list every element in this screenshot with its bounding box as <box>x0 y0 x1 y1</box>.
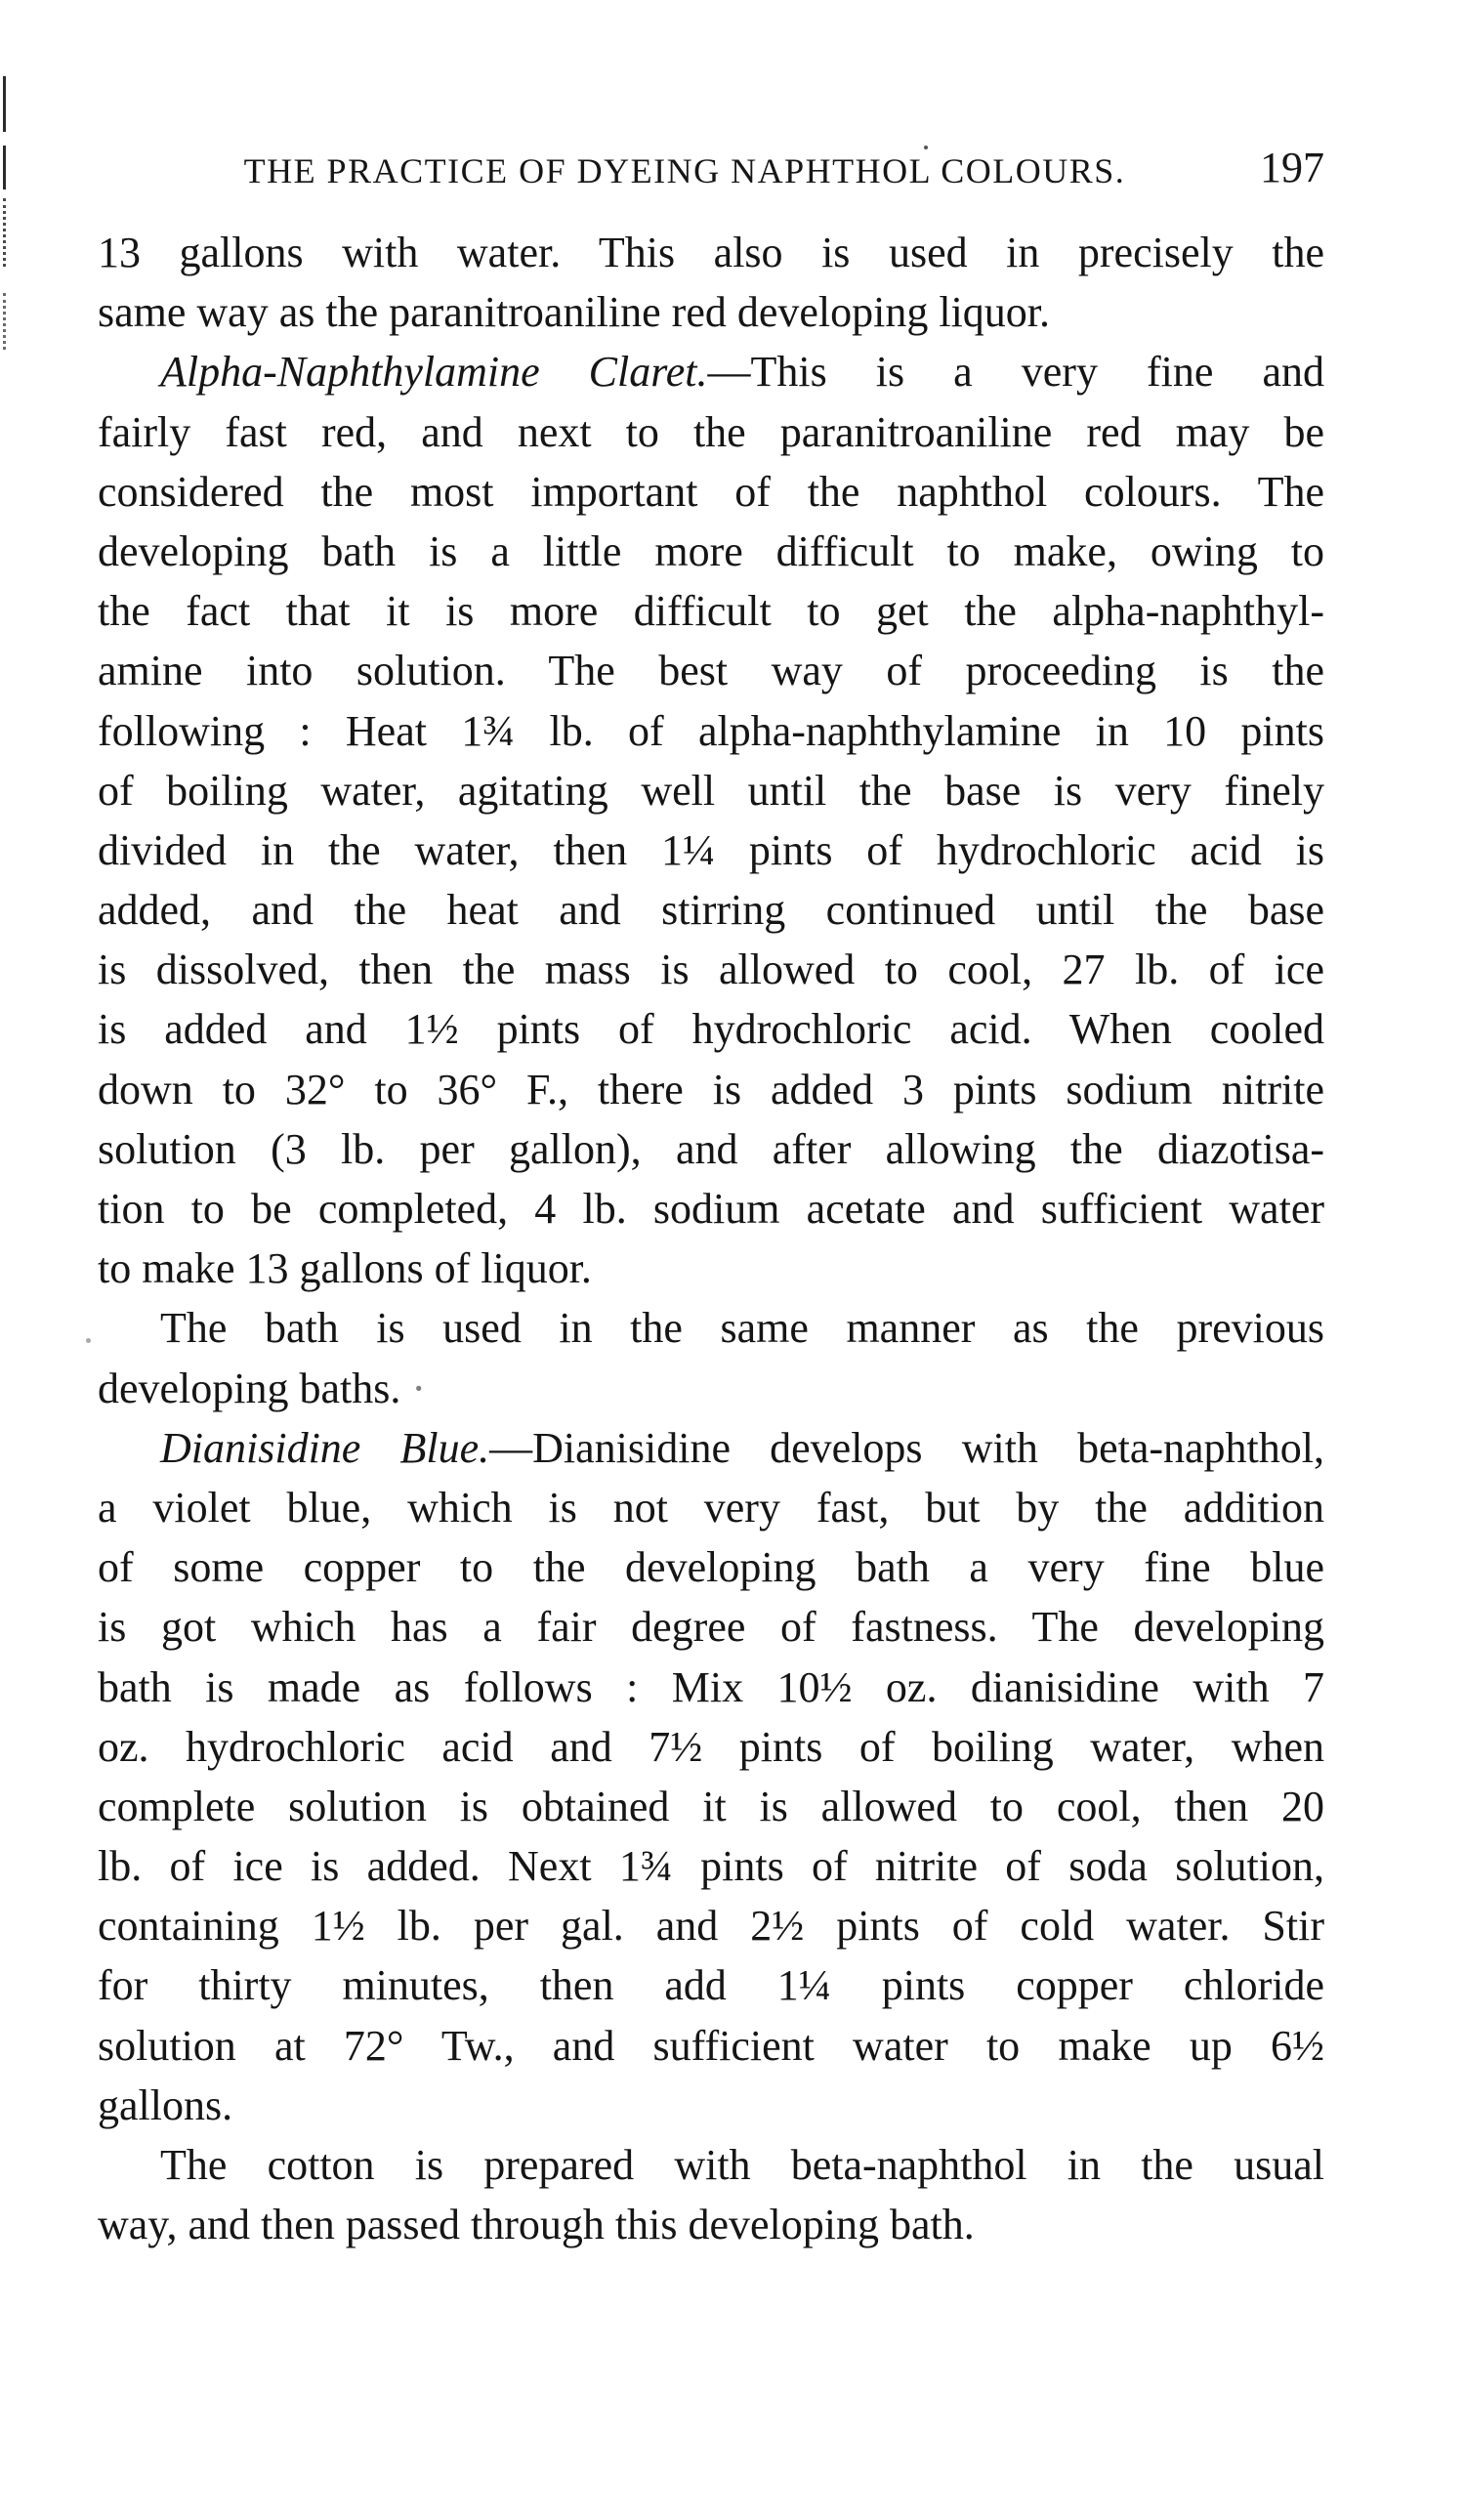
line-text: lb. of ice is added. Next 1¾ pints of nitrite of soda solution, <box>98 1842 1324 1891</box>
line-text: —Dianisidine develops with beta-naphthol, <box>489 1423 1324 1472</box>
italic-heading: Alpha-Naphthylamine Claret. <box>160 348 708 397</box>
text-line <box>98 1597 1324 1657</box>
margin-scan-mark <box>3 293 6 350</box>
line-text: gallons. <box>98 2080 233 2129</box>
line-text: The bath is used in the same manner as the previous <box>160 1304 1324 1353</box>
line-text: is added and 1½ pints of hydrochloric acid. When cooled <box>98 1005 1324 1054</box>
line-text: The cotton is prepared with beta-naphthol in the usual <box>160 2141 1324 2189</box>
line-text: complete solution is obtained it is allowed to cool, then 20 <box>98 1782 1324 1830</box>
text-line <box>98 701 1324 761</box>
margin-scan-mark <box>3 76 6 132</box>
line-text: a violet blue, which is not very fast, but by the addition <box>98 1483 1324 1532</box>
text-line <box>98 1836 1324 1896</box>
line-text: considered the most important of the naphthol colours. The <box>98 467 1324 516</box>
text-line <box>98 1717 1324 1777</box>
line-text: · <box>400 1364 427 1412</box>
text-line <box>98 342 1324 401</box>
page-title: THE PRACTICE OF DYEING NAPHTHOL COLOURS. <box>243 151 1126 190</box>
line-text: the fact that it is more difficult to get the alpha-naphthyl- <box>98 587 1324 636</box>
text-line <box>98 1537 1324 1597</box>
line-text: oz. hydrochloric acid and 7½ pints of boiling water, when <box>98 1722 1324 1771</box>
line-text: —This is a very fine and <box>707 348 1324 397</box>
text-line <box>98 761 1324 820</box>
line-text: is dissolved, then the mass is allowed to cool, 27 lb. of ice <box>98 945 1324 994</box>
text-line <box>98 2076 1324 2135</box>
text-line <box>98 1658 1324 1717</box>
text-line <box>98 2195 1324 2254</box>
line-text: developing bath is a little more difficult to make, owing to <box>98 526 1324 575</box>
text-line <box>98 1777 1324 1836</box>
line-text: fairly fast red, and next to the paranitroaniline red may be <box>98 407 1324 456</box>
line-text: developing baths. <box>98 1364 401 1412</box>
line-text: amine into solution. The best way of proceeding is the <box>98 647 1324 695</box>
text-line <box>98 999 1324 1059</box>
line-text: bath is made as follows : Mix 10½ oz. dianisidine with 7 <box>98 1662 1324 1711</box>
text-line <box>98 1179 1324 1239</box>
text-line <box>98 1239 1324 1298</box>
line-text: solution at 72° Tw., and sufficient water to make up 6½ <box>98 2021 1324 2070</box>
text-line <box>98 581 1324 641</box>
line-text: way, and then passed through this developing bath. <box>98 2201 975 2249</box>
line-text: same way as the paranitroaniline red developing liquor. <box>98 288 1051 337</box>
text-line <box>98 2135 1324 2195</box>
text-line <box>98 2016 1324 2076</box>
text-line <box>98 1418 1324 1478</box>
line-text: down to 32° to 36° F., there is added 3 pints sodium nitrite <box>98 1065 1324 1113</box>
running-head <box>98 145 1324 189</box>
italic-heading: Dianisidine Blue. <box>160 1423 490 1472</box>
text-line <box>98 522 1324 581</box>
line-text: added, and the heat and stirring continued until the base <box>98 886 1324 935</box>
text-line <box>98 462 1324 522</box>
text-line <box>98 402 1324 462</box>
text-line <box>98 282 1324 342</box>
text-line <box>98 1478 1324 1537</box>
line-text: for thirty minutes, then add 1¼ pints copper chloride <box>98 1961 1324 2010</box>
line-text: solution (3 lb. per gallon), and after allowing the diazotisa- <box>98 1124 1324 1173</box>
line-text: containing 1½ lb. per gal. and 2½ pints of cold water. Stir <box>98 1902 1324 1951</box>
line-text: of boiling water, agitating well until the base is very finely <box>98 766 1324 815</box>
text-line <box>98 641 1324 700</box>
text-line <box>98 820 1324 880</box>
text-line <box>98 1359 1324 1418</box>
text-line <box>98 1896 1324 1955</box>
margin-scan-mark <box>3 146 6 189</box>
text-line <box>98 223 1324 282</box>
body-text <box>98 223 1324 2254</box>
text-line <box>98 940 1324 999</box>
line-text: divided in the water, then 1¼ pints of hydrochloric acid is <box>98 825 1324 874</box>
page-number: 197 <box>1260 144 1324 191</box>
line-text: 13 gallons with water. This also is used in precisely the <box>98 229 1324 276</box>
text-line <box>98 880 1324 940</box>
text-line <box>98 1955 1324 2015</box>
line-text: following : Heat 1¾ lb. of alpha-naphthylamine in 10 pints <box>98 706 1324 755</box>
text-line <box>98 1060 1324 1119</box>
scan-speck <box>86 1338 91 1343</box>
text-line <box>98 1298 1324 1358</box>
line-text: of some copper to the developing bath a very fine blue <box>98 1543 1324 1592</box>
line-text: to make 13 gallons of liquor. <box>98 1244 592 1293</box>
text-line <box>98 1119 1324 1179</box>
margin-scan-mark <box>3 198 6 267</box>
line-text: is got which has a fair degree of fastness. The developing <box>98 1603 1324 1652</box>
line-text: tion to be completed, 4 lb. sodium acetate and sufficient water <box>98 1185 1324 1233</box>
